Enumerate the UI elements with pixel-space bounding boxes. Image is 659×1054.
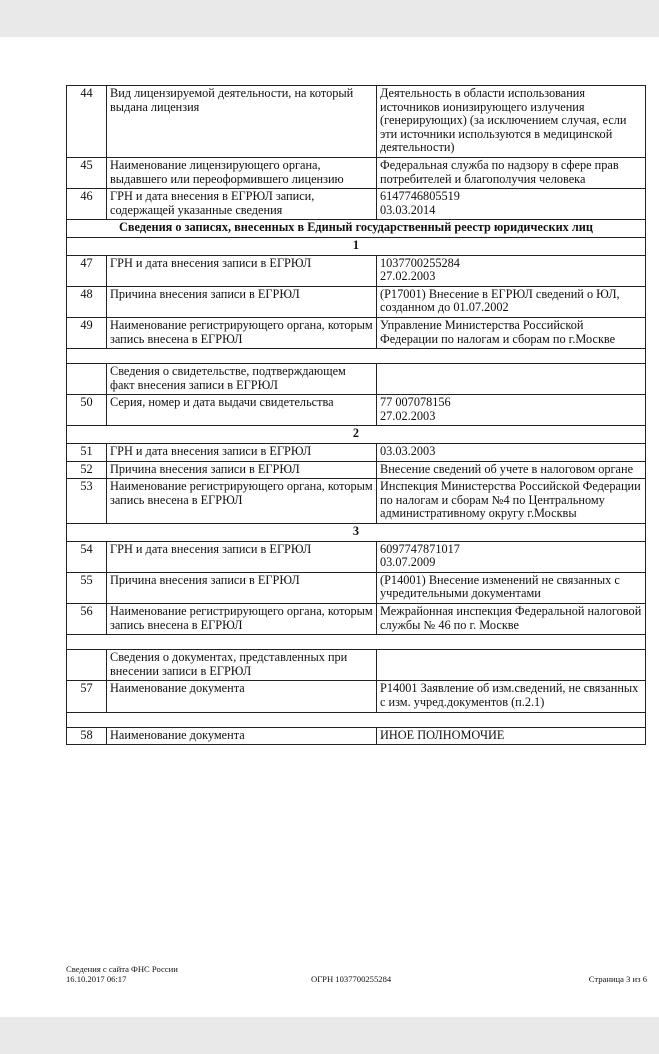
empty-cell — [377, 364, 646, 395]
row-value: 03.03.2003 — [377, 444, 646, 462]
row-label: Наименование документа — [107, 727, 377, 745]
subheader-label: Сведения о свидетельстве, подтверждающем факт внесения записи в ЕГРЮЛ — [107, 364, 377, 395]
row-value: 77 007078156 27.02.2003 — [377, 395, 646, 426]
section-header-row — [67, 220, 646, 238]
row-label: Причина внесения записи в ЕГРЮЛ — [107, 461, 377, 479]
row-number: 47 — [67, 255, 107, 286]
table-row — [67, 157, 646, 188]
row-value: 6097747871017 03.07.2009 — [377, 541, 646, 572]
row-label: Наименование лицензирующего органа, выдавшего или переоформившего лицензию — [107, 157, 377, 188]
record-title-row — [67, 426, 646, 444]
row-value: ИНОЕ ПОЛНОМОЧИЕ — [377, 727, 646, 745]
table-row — [67, 479, 646, 524]
record-title: 1 — [67, 237, 646, 255]
empty-cell — [377, 650, 646, 681]
section-header: Сведения о записях, внесенных в Единый государственный реестр юридических лиц — [67, 220, 646, 238]
row-label: ГРН и дата внесения в ЕГРЮЛ записи, содержащей указанные сведения — [107, 189, 377, 220]
table-row — [67, 541, 646, 572]
table-row — [67, 444, 646, 462]
row-value: Инспекция Министерства Российской Федерации по налогам и сборам №4 по Центральному административному округу г.Москвы — [377, 479, 646, 524]
row-label: Серия, номер и дата выдачи свидетельства — [107, 395, 377, 426]
record-title: 2 — [67, 426, 646, 444]
row-value: Федеральная служба по надзору в сфере прав потребителей и благополучия человека — [377, 157, 646, 188]
row-number: 50 — [67, 395, 107, 426]
table-row — [67, 317, 646, 348]
row-value: Деятельность в области использования источников ионизирующего излучения (генерирующих) (за исключением случая, если эти источники используются в медицинской деятельности) — [377, 86, 646, 158]
row-label: ГРН и дата внесения записи в ЕГРЮЛ — [107, 541, 377, 572]
empty-cell — [67, 650, 107, 681]
row-number: 51 — [67, 444, 107, 462]
row-value: 1037700255284 27.02.2003 — [377, 255, 646, 286]
row-label: Причина внесения записи в ЕГРЮЛ — [107, 572, 377, 603]
subheader-row — [67, 364, 646, 395]
table-row — [67, 681, 646, 712]
table-row — [67, 286, 646, 317]
footer-source-text: Сведения с сайта ФНС России — [66, 964, 178, 974]
spacer-cell — [67, 635, 646, 650]
row-number: 57 — [67, 681, 107, 712]
row-number: 54 — [67, 541, 107, 572]
row-number: 49 — [67, 317, 107, 348]
footer-page-number: Страница 3 из 6 — [588, 974, 647, 984]
row-value: Р14001 Заявление об изм.сведений, не связанных с изм. учред.документов (п.2.1) — [377, 681, 646, 712]
table-row — [67, 189, 646, 220]
egrul-table — [66, 85, 646, 745]
document-page — [0, 37, 659, 1017]
row-label: Наименование документа — [107, 681, 377, 712]
row-label: Вид лицензируемой деятельности, на который выдана лицензия — [107, 86, 377, 158]
record-title: 3 — [67, 524, 646, 542]
subheader-row — [67, 650, 646, 681]
footer-datetime: 16.10.2017 06:17 — [66, 974, 127, 984]
row-value: (Р14001) Внесение изменений не связанных с учредительными документами — [377, 572, 646, 603]
subheader-label: Сведения о документах, представленных при внесении записи в ЕГРЮЛ — [107, 650, 377, 681]
empty-cell — [67, 364, 107, 395]
row-value: Управление Министерства Российской Федерации по налогам и сборам по г.Москве — [377, 317, 646, 348]
spacer-row — [67, 712, 646, 727]
row-number: 46 — [67, 189, 107, 220]
row-label: Наименование регистрирующего органа, которым запись внесена в ЕГРЮЛ — [107, 604, 377, 635]
footer-ogrn: ОГРН 1037700255284 — [311, 974, 392, 984]
row-number: 55 — [67, 572, 107, 603]
row-number: 52 — [67, 461, 107, 479]
row-number: 53 — [67, 479, 107, 524]
row-number: 48 — [67, 286, 107, 317]
table-row — [67, 86, 646, 158]
table-row — [67, 604, 646, 635]
row-value: 6147746805519 03.03.2014 — [377, 189, 646, 220]
row-number: 58 — [67, 727, 107, 745]
row-number: 45 — [67, 157, 107, 188]
footer-source — [66, 964, 178, 984]
table-row — [67, 572, 646, 603]
record-title-row — [67, 237, 646, 255]
table-row — [67, 395, 646, 426]
row-value: Межрайонная инспекция Федеральной налоговой службы № 46 по г. Москве — [377, 604, 646, 635]
spacer-cell — [67, 349, 646, 364]
row-label: Наименование регистрирующего органа, которым запись внесена в ЕГРЮЛ — [107, 317, 377, 348]
spacer-row — [67, 635, 646, 650]
table-row — [67, 255, 646, 286]
spacer-cell — [67, 712, 646, 727]
table-row — [67, 727, 646, 745]
row-label: Причина внесения записи в ЕГРЮЛ — [107, 286, 377, 317]
row-number: 56 — [67, 604, 107, 635]
row-label: Наименование регистрирующего органа, которым запись внесена в ЕГРЮЛ — [107, 479, 377, 524]
row-number: 44 — [67, 86, 107, 158]
spacer-row — [67, 349, 646, 364]
record-title-row — [67, 524, 646, 542]
table-row — [67, 461, 646, 479]
row-label: ГРН и дата внесения записи в ЕГРЮЛ — [107, 444, 377, 462]
row-value: (Р17001) Внесение в ЕГРЮЛ сведений о ЮЛ, созданном до 01.07.2002 — [377, 286, 646, 317]
row-value: Внесение сведений об учете в налоговом органе — [377, 461, 646, 479]
row-label: ГРН и дата внесения записи в ЕГРЮЛ — [107, 255, 377, 286]
